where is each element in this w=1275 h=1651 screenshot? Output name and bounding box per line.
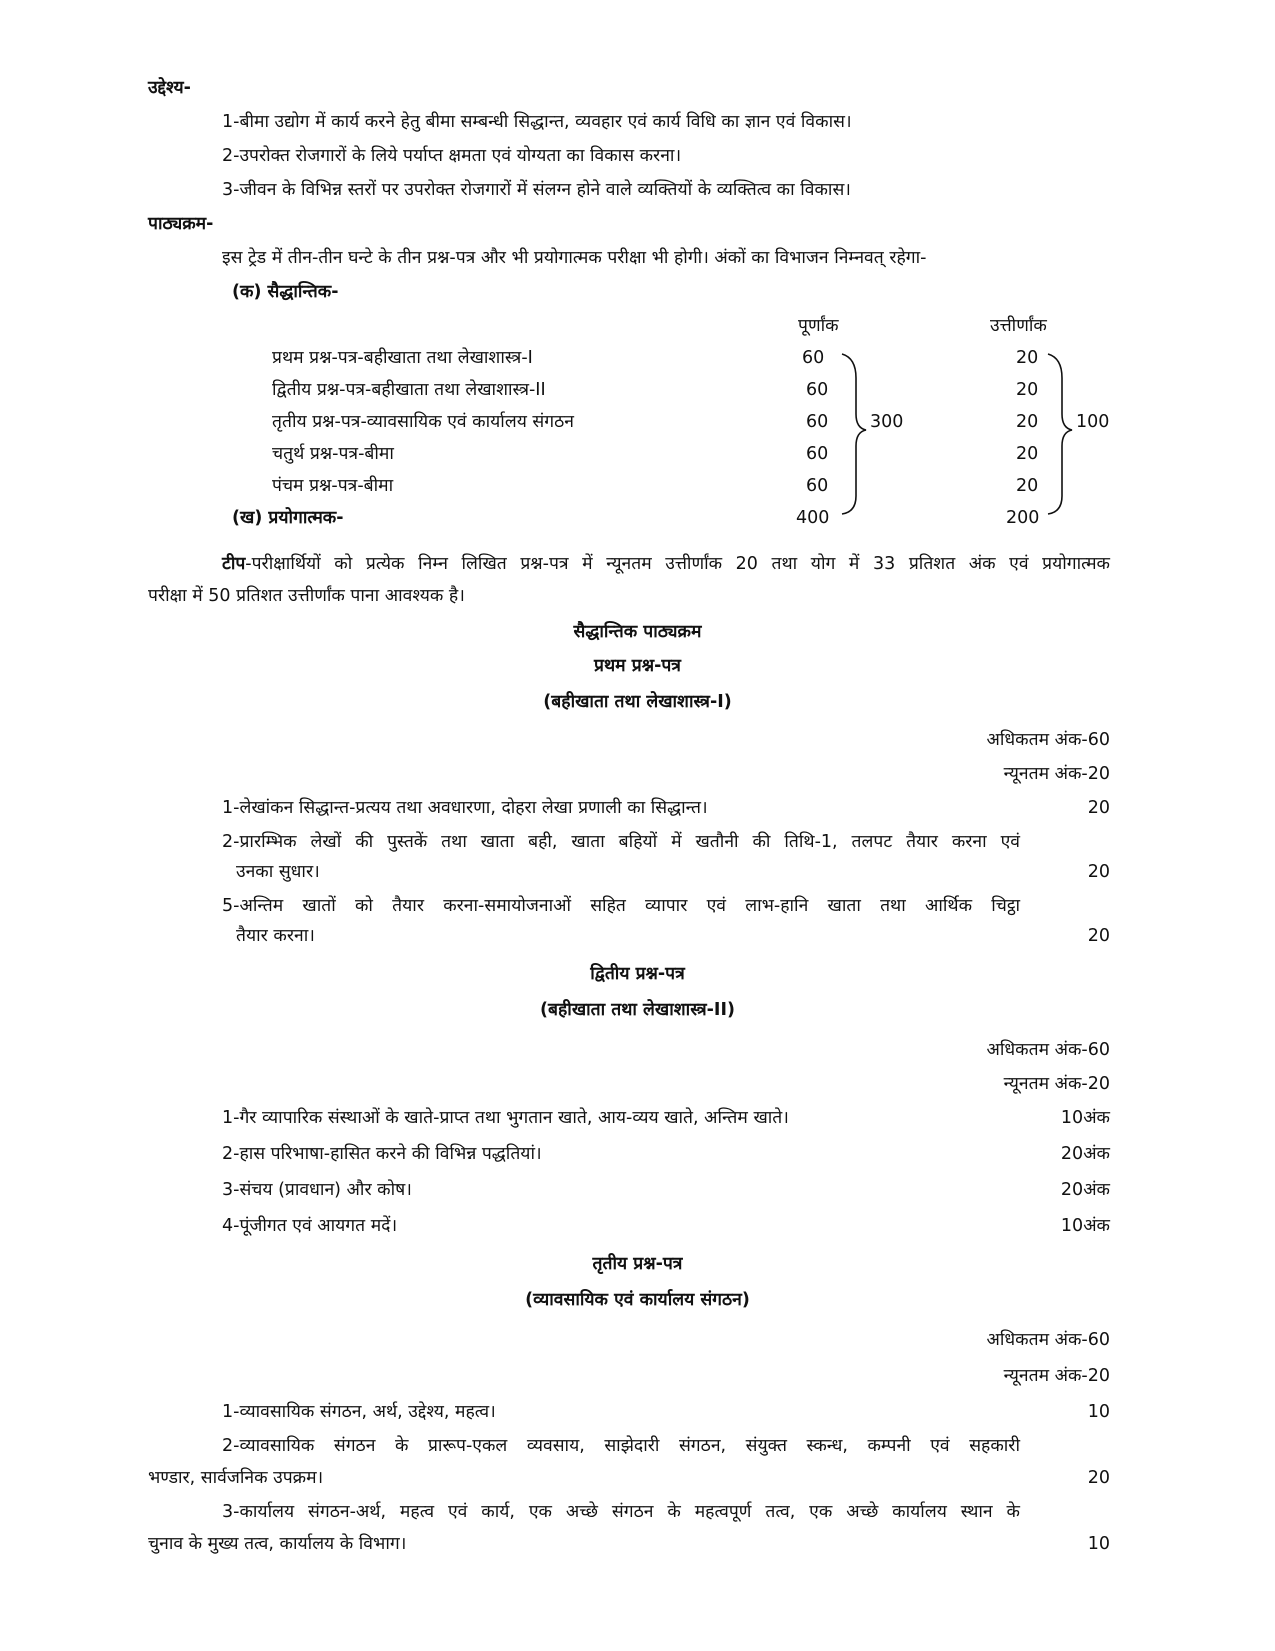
paper1-topic-marks: 20 (1087, 798, 1110, 818)
paper2-topic-marks: 20अंक (1060, 1144, 1110, 1164)
practical-label: (ख) प्रयोगात्मक- (232, 508, 344, 528)
paper2-topic: 1-गैर व्यापारिक संस्थाओं के खाते-प्राप्त तथा भुगतान खाते, आय-व्यय खाते, अन्तिम खाते। (222, 1108, 789, 1128)
paper1-max-marks: अधिकतम अंक-60 (986, 730, 1110, 750)
paper-name: चतुर्थ प्रश्न-पत्र-बीमा (272, 444, 394, 464)
paper1-topic-cont: तैयार करना। (236, 926, 315, 946)
paper1-topic: 2-प्रारम्भिक लेखों की पुस्तकें तथा खाता बही, खाता बहियों में खतौनी की तिथि-1, तलपट तैयार करना एवं (222, 832, 1020, 852)
paper-pass-marks: 20 (1016, 380, 1039, 400)
paper-name: प्रथम प्रश्न-पत्र-बहीखाता तथा लेखाशास्त्र-I (272, 348, 533, 368)
paper2-topic: 4-पूंजीगत एवं आयगत मदें। (222, 1216, 398, 1236)
paper2-topic: 3-संचय (प्रावधान) और कोष। (222, 1180, 412, 1200)
paper-name: तृतीय प्रश्न-पत्र-व्यावसायिक एवं कार्यालय संगठन (272, 412, 574, 432)
paper-pass-marks: 20 (1016, 412, 1039, 432)
note-line-2: परीक्षा में 50 प्रतिशत उत्तीर्णांक पाना आवश्यक है। (148, 586, 465, 606)
paper2-topic-marks: 20अंक (1060, 1180, 1110, 1200)
note-text: -परीक्षार्थियों को प्रत्येक निम्न लिखित प्रश्न-पत्र में न्यूनतम उत्तीर्णांक 20 तथा योग में 33 प्रतिशत अंक एवं प्रयोगात्मक (245, 554, 1110, 574)
paper-name: द्वितीय प्रश्न-पत्र-बहीखाता तथा लेखाशास्त्र-II (272, 380, 546, 400)
paper3-topic: 1-व्यावसायिक संगठन, अर्थ, उद्देश्य, महत्व। (222, 1402, 496, 1422)
paper-pass-marks: 20 (1016, 444, 1039, 464)
paper-pass-marks: 20 (1016, 476, 1039, 496)
paper3-topic: 2-व्यावसायिक संगठन के प्रारूप-एकल व्यवसाय, साझेदारी संगठन, संयुक्त स्कन्ध, कम्पनी एवं सहकारी (222, 1436, 1020, 1456)
paper-full-marks: 60 (802, 348, 825, 368)
paper2-subtitle: (बहीखाता तथा लेखाशास्त्र-II) (540, 1000, 735, 1020)
paper-full-marks: 60 (806, 380, 829, 400)
paper-name: पंचम प्रश्न-पत्र-बीमा (272, 476, 394, 496)
paper2-topic-marks: 10अंक (1060, 1216, 1110, 1236)
paper1-subtitle: (बहीखाता तथा लेखाशास्त्र-I) (543, 692, 732, 712)
paper3-subtitle: (व्यावसायिक एवं कार्यालय संगठन) (525, 1290, 750, 1310)
paper1-topic: 5-अन्तिम खातों को तैयार करना-समायोजनाओं सहित व्यापार एवं लाभ-हानि खाता तथा आर्थिक चिट्ठा (222, 896, 1020, 916)
total-brace-pass (1044, 350, 1074, 518)
objectives-heading: उद्देश्य- (148, 78, 191, 98)
paper3-topic: 3-कार्यालय संगठन-अर्थ, महत्व एवं कार्य, एक अच्छे संगठन के महत्वपूर्ण तत्व, एक अच्छे कार्यालय स्थान के (222, 1502, 1020, 1522)
practical-full-marks: 400 (796, 508, 830, 528)
paper1-title: प्रथम प्रश्न-पत्र (594, 656, 681, 676)
note-label: टीप (222, 554, 246, 574)
paper1-topic-cont: उनका सुधार। (236, 862, 320, 882)
syllabus-intro: इस ट्रेड में तीन-तीन घन्टे के तीन प्रश्न-पत्र और भी प्रयोगात्मक परीक्षा भी होगी। अंकों का विभाजन निम्नवत् रहेगा- (222, 248, 927, 268)
paper1-topic-marks: 20 (1087, 862, 1110, 882)
paper3-topic-cont: चुनाव के मुख्य तत्व, कार्यालय के विभाग। (148, 1534, 407, 1554)
objective-item: 1-बीमा उद्योग में कार्य करने हेतु बीमा सम्बन्धी सिद्धान्त, व्यवहार एवं कार्य विधि का ज्ञान एवं विकास। (222, 112, 852, 132)
paper2-topic-marks: 10अंक (1060, 1108, 1110, 1128)
paper-pass-marks: 20 (1016, 348, 1039, 368)
paper3-topic-marks: 10 (1087, 1402, 1110, 1422)
total-full-marks: 300 (870, 412, 904, 432)
objective-item: 2-उपरोक्त रोजगारों के लिये पर्याप्त क्षमता एवं योग्यता का विकास करना। (222, 146, 682, 166)
theory-syllabus-heading: सैद्धान्तिक पाठ्यक्रम (573, 622, 702, 642)
paper-full-marks: 60 (806, 476, 829, 496)
paper3-topic-cont: भण्डार, सार्वजनिक उपक्रम। (148, 1468, 324, 1488)
paper1-topic-marks: 20 (1087, 926, 1110, 946)
paper-full-marks: 60 (806, 444, 829, 464)
theory-label: (क) सैद्धान्तिक- (232, 282, 339, 302)
paper1-topic: 1-लेखांकन सिद्धान्त-प्रत्यय तथा अवधारणा, दोहरा लेखा प्रणाली का सिद्धान्त। (222, 798, 708, 818)
paper3-max-marks: अधिकतम अंक-60 (986, 1330, 1110, 1350)
note-line-1 (222, 554, 1110, 575)
paper3-topic-marks: 10 (1087, 1534, 1110, 1554)
objective-item: 3-जीवन के विभिन्न स्तरों पर उपरोक्त रोजगारों में संलग्न होने वाले व्यक्तियों के व्यक्तित्व का विकास। (222, 180, 851, 200)
practical-pass-marks: 200 (1006, 508, 1040, 528)
paper3-title: तृतीय प्रश्न-पत्र (592, 1254, 683, 1274)
col-header-full-marks: पूर्णांक (798, 316, 839, 336)
paper2-title: द्वितीय प्रश्न-पत्र (590, 964, 685, 984)
total-brace-full (838, 350, 868, 518)
paper3-min-marks: न्यूनतम अंक-20 (1003, 1366, 1110, 1386)
paper1-min-marks: न्यूनतम अंक-20 (1003, 764, 1110, 784)
paper2-topic: 2-हास परिभाषा-हासित करने की विभिन्न पद्धतियां। (222, 1144, 542, 1164)
paper2-max-marks: अधिकतम अंक-60 (986, 1040, 1110, 1060)
col-header-pass-marks: उत्तीर्णांक (990, 316, 1047, 336)
paper3-topic-marks: 20 (1087, 1468, 1110, 1488)
total-pass-marks: 100 (1076, 412, 1110, 432)
paper2-min-marks: न्यूनतम अंक-20 (1003, 1074, 1110, 1094)
paper-full-marks: 60 (806, 412, 829, 432)
syllabus-heading: पाठ्यक्रम- (148, 214, 214, 234)
